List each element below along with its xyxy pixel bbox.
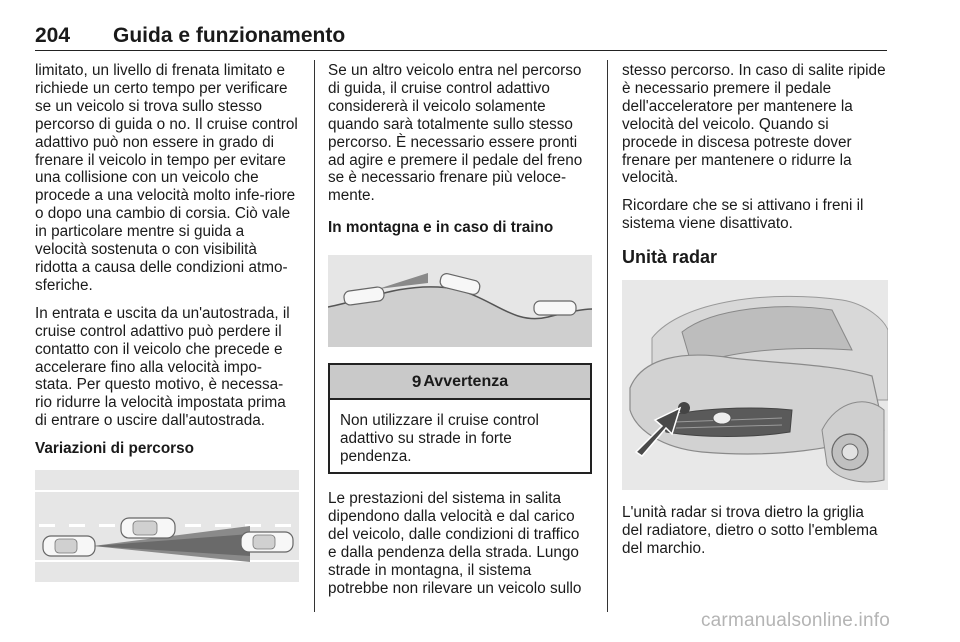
- subheading: Variazioni di percorso: [35, 440, 194, 458]
- watermark: carmanualsonline.info: [700, 610, 890, 631]
- car-icon: [534, 301, 576, 315]
- page-header: [35, 22, 887, 51]
- hill-driving-illustration: [328, 255, 592, 347]
- paragraph: Se un altro veicolo entra nel percorso di guida, il cruise control adattivo considererà il veicolo solamente quando sarà totalmente sullo stesso percorso. È necessario essere pronti ad agire e premere il pedale del freno se è necessario frenare più veloce-mente.: [328, 62, 583, 205]
- paragraph: limitato, un livello di frenata limitato e richiede un certo tempo per verificare se un veicolo si trova sullo stesso percorso di guida o no. Il cruise control adattivo può non essere in grado di frenare il veicolo in tempo per evitare una collisione con un veicolo che procede a una velocità molto infe-riore o dopo una cambio di corsia. Ciò vale in particolare mentre si guida a velocità sostenuta o con visibilità ridotta a causa delle condizioni atmo-sferiche.: [35, 62, 298, 294]
- column-1: [35, 62, 299, 582]
- paragraph: Le prestazioni del sistema in salita dipendono dalla velocità e dal carico del veicolo, dalle condizioni di traffico e dalla pendenza della strada. Lungo strade in montagna, il sistema potrebbe non rilevare un veicolo sullo: [328, 489, 582, 597]
- warning-title: Avvertenza: [423, 372, 509, 390]
- paragraph: In entrata e uscita da un'autostrada, il cruise control adattivo può perdere il contatto con il veicolo che precede e accelerare fino alla velocità impo-stata. Per questo motivo, è necessa-rio ridurre la velocità impostata prima di entrare o uscire dall'autostrada.: [35, 304, 290, 430]
- column-3: [622, 62, 888, 568]
- warning-header: [330, 365, 590, 400]
- warning-box: [328, 363, 592, 474]
- column-divider: [314, 60, 315, 612]
- warning-text: Non utilizzare il cruise control adattivo su strade in forte pendenza.: [340, 412, 539, 466]
- subheading: In montagna e in caso di traino: [328, 219, 554, 237]
- paragraph: stesso percorso. In caso di salite ripide è necessario premere il pedale dell'acceleratore per mantenere la velocità del veicolo. Quando si procede in discesa potreste dover frenare per mantenere o ridurre la velocità.: [622, 62, 886, 187]
- paragraph: L'unità radar si trova dietro la griglia del radiatore, dietro o sotto l'emblema del marchio.: [622, 504, 878, 557]
- car-icon: [241, 532, 293, 552]
- section-heading: Unità radar: [622, 247, 718, 268]
- lane-change-illustration: [35, 470, 299, 582]
- warning-icon: 9: [411, 371, 422, 391]
- car-icon: [43, 536, 95, 556]
- warning-body: [330, 400, 590, 472]
- radar-unit-illustration: [622, 280, 888, 490]
- section-title: Guida e funzionamento: [113, 24, 346, 47]
- page-number: 204: [35, 24, 71, 47]
- column-divider: [607, 60, 608, 612]
- paragraph: Ricordare che se si attivano i freni il sistema viene disattivato.: [622, 197, 864, 233]
- column-2: [328, 62, 592, 607]
- car-icon: [121, 518, 175, 538]
